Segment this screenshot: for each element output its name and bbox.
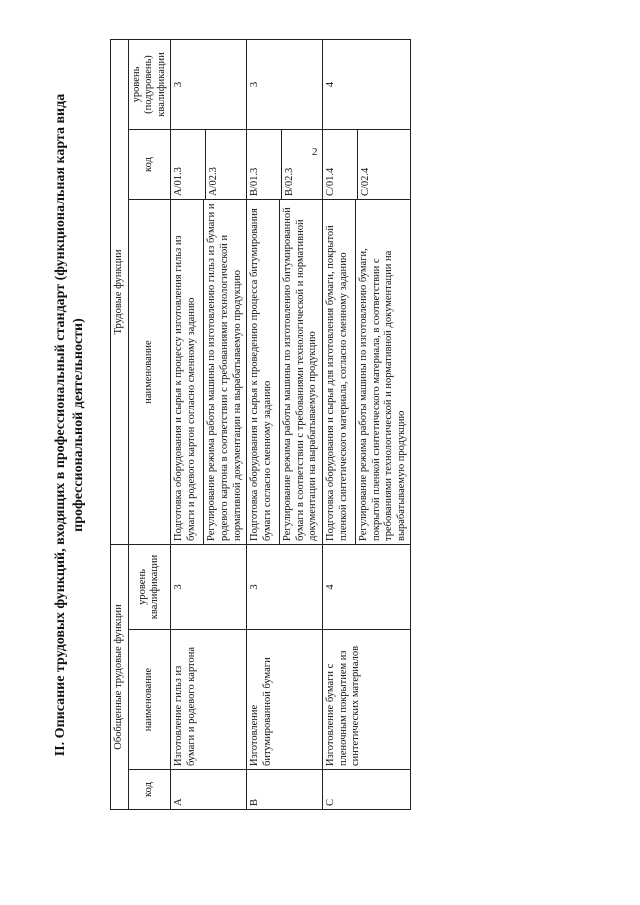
function-code: B/01.3 [247, 130, 282, 199]
row-name: Изготовление гильз из бумаги и родевого картона [171, 630, 247, 770]
row-sublevel: 3 [247, 39, 323, 129]
function-name: Регулирование режима работы машины по изготовлению битумированной бумаги в соответствии с требованиями технологической и нормативной документации на вырабатываемую продукцию [282, 207, 319, 541]
header-level: уровень квалификации [128, 545, 171, 630]
function-code: C/01.4 [323, 130, 358, 199]
header-function-code: код [128, 130, 171, 200]
row-function-codes [247, 130, 323, 200]
table-row [247, 39, 323, 809]
row-sublevel: 3 [171, 39, 247, 129]
function-name: Подготовка оборудования и сырья для изготовления бумаги, покрытой пленкой синтетического материала, согласно сменному заданию [323, 200, 356, 544]
row-function-codes [171, 130, 247, 200]
function-name: Регулирование режима работы машины по изготовлению бумаги, покрытой пленкой синтетического материала, в соответствии с требованиями технологической и нормативной документации на вырабатываемую продукцию [357, 248, 407, 541]
row-functions [322, 200, 410, 545]
function-code: C/02.4 [359, 167, 371, 196]
row-functions [247, 200, 323, 545]
row-name: Изготовление бумаги с пленочным покрытием из синтетических материалов [322, 630, 410, 770]
row-name: Изготовление битумированной бумаги [247, 630, 323, 770]
title-line-2: профессиональной деятельности) [70, 318, 86, 532]
function-name: Подготовка оборудования и сырья к проведению процесса битумирования бумаги согласно сменному заданию [247, 200, 280, 544]
table-row [171, 39, 247, 809]
row-code: C [322, 770, 410, 810]
function-name: Подготовка оборудования и сырья к процессу изготовления гильз из бумаги и родевого картон согласно сменному заданию [171, 200, 204, 544]
row-level: 3 [247, 545, 323, 630]
row-level: 4 [322, 545, 410, 630]
functional-map-table [110, 39, 411, 810]
header-labor: Трудовые функции [111, 39, 129, 544]
row-functions [171, 200, 247, 545]
row-sublevel: 4 [322, 39, 410, 129]
title-line-1: II. Описание трудовых функций, входящих в профессиональный стандарт (функциональная карта вида [53, 93, 68, 757]
header-code: код [128, 770, 171, 810]
page-number: 2 [312, 146, 318, 158]
table-row [322, 39, 410, 809]
function-code: A/02.3 [208, 167, 220, 196]
row-function-codes [322, 130, 410, 200]
row-code: A [171, 770, 247, 810]
section-title [52, 30, 87, 820]
header-function-name: наименование [128, 200, 171, 545]
rotated-page [40, 30, 560, 820]
row-code: B [247, 770, 323, 810]
header-sublevel: уровень (подуровень) квалификации [128, 39, 171, 129]
function-code: B/02.3 [284, 167, 296, 196]
function-name: Регулирование режима работы машины по изготовлению гильз из бумаги и родевого картона в соответствии с требованиями технологической и нормативной документации на вырабатываемую продукцию [206, 203, 243, 541]
function-code: A/01.3 [171, 130, 206, 199]
header-name: наименование [128, 630, 171, 770]
row-level: 3 [171, 545, 247, 630]
header-generalized: Обобщенные трудовые функции [111, 545, 129, 810]
